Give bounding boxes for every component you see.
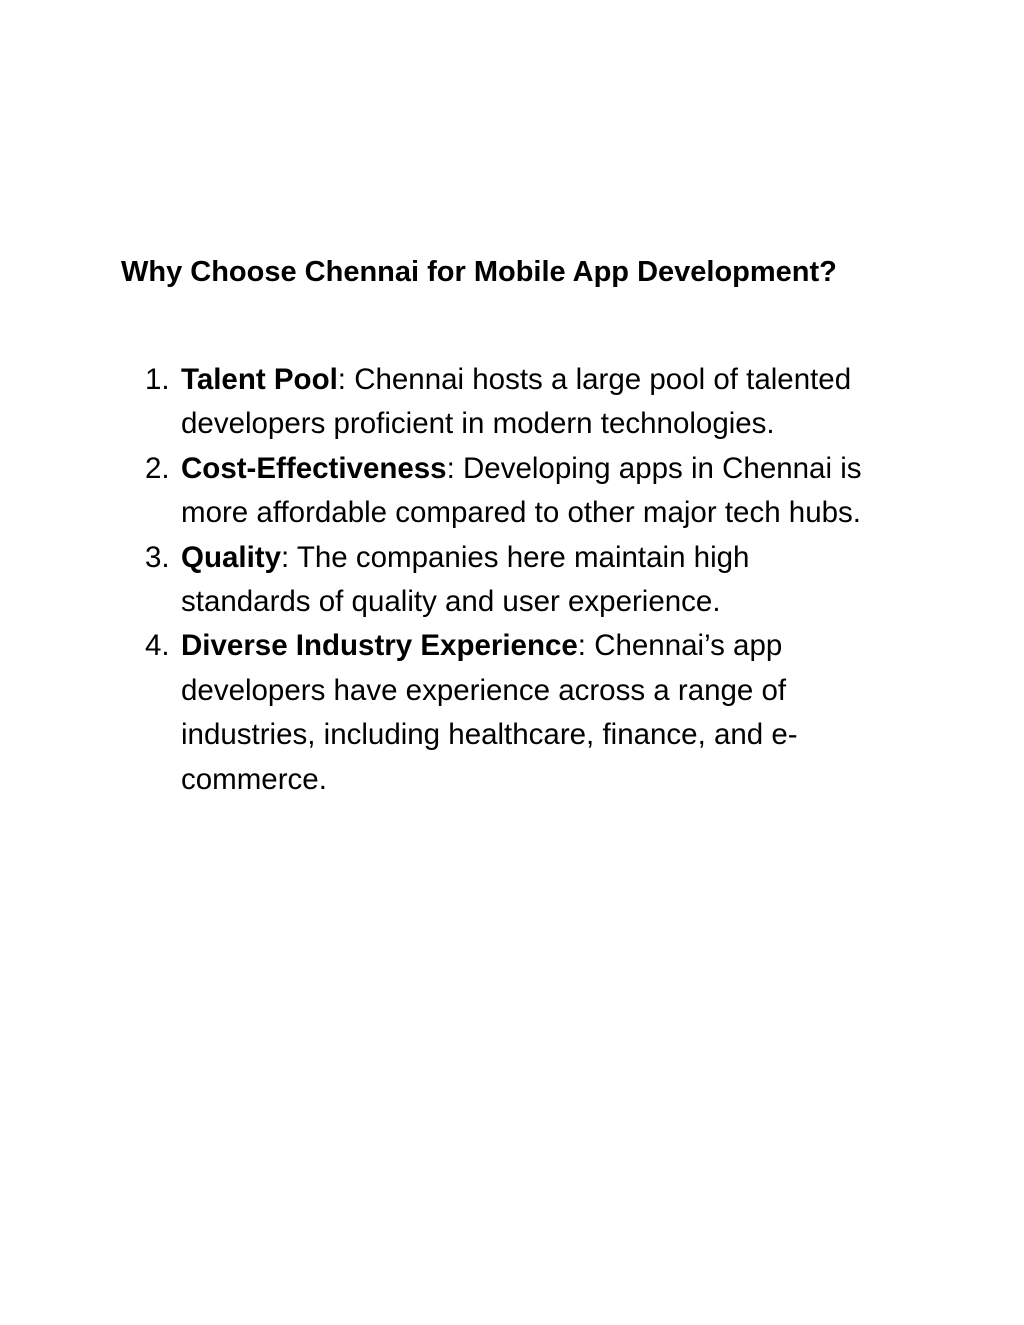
list-item [145,624,875,802]
list-item-term: Quality [181,540,281,574]
list-item-text: : Developing apps in Chennai is more affordable compared to other major tech hubs. [181,451,862,530]
list-item [145,536,875,625]
list-item [145,447,875,536]
page-title: Why Choose Chennai for Mobile App Development? [121,256,837,288]
list-item-text: : Chennai hosts a large pool of talented developers proficient in modern technologies. [181,363,852,441]
list-item-term: Talent Pool [181,363,338,396]
list-item-term: Diverse Industry Experience [181,629,578,663]
list-item-number: 3. [145,540,170,574]
list-item-number: 1. [145,363,170,396]
reasons-list [145,358,875,802]
list-item-term: Cost-Effectiveness [181,451,447,485]
list-item-text: : Chennai’s app developers have experience across a range of industries, including healthcare, finance, and e-commerce. [181,629,798,796]
list-item [145,358,875,447]
list-item-number: 2. [145,451,170,485]
list-item-text: : The companies here maintain high standards of quality and user experience. [181,540,750,619]
list-item-number: 4. [145,629,170,663]
